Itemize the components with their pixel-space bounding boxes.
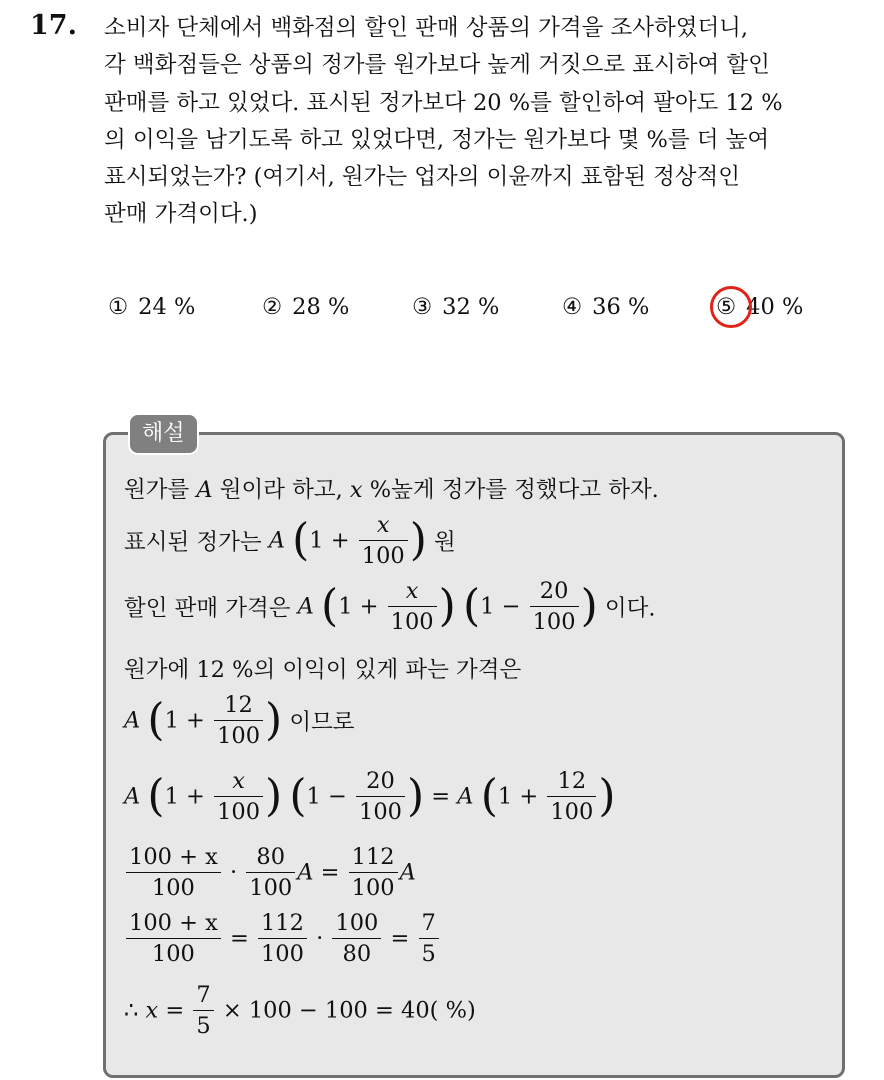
choice-mark: ④ bbox=[562, 294, 583, 320]
choice-mark: ③ bbox=[412, 294, 433, 320]
solution-line-7: $\frac{100 + x}{100}$ · $\frac{80}{100}$ A = $\frac{112}{100}$ A bbox=[124, 842, 416, 903]
choice-1[interactable] bbox=[108, 294, 195, 320]
question-line: 판매 가격이다.) bbox=[104, 201, 258, 228]
choice-4[interactable] bbox=[562, 294, 649, 320]
solution-line-1: 원가를 A 원이라 하고, x %높게 정가를 정했다고 하자. bbox=[124, 477, 659, 503]
selected-answer-circle-icon bbox=[710, 286, 752, 328]
choice-2[interactable] bbox=[262, 294, 349, 320]
choice-5[interactable] bbox=[716, 294, 803, 320]
choice-text: 32 % bbox=[442, 294, 500, 320]
solution-line-9: ∴ x = $\frac{7}{5}$ × 100 − 100 = 40( %) bbox=[124, 982, 476, 1039]
choice-text: 36 % bbox=[592, 294, 650, 320]
solution-line-6: A (1 + $\frac{x}{100}$ ) (1 − $\frac{20}{100}$ ) = A (1 + $\frac{12}{100}$ ) bbox=[124, 768, 616, 825]
choice-mark: ⑤ bbox=[716, 294, 737, 320]
question-number: 17. bbox=[30, 10, 77, 41]
question-line: 의 이익을 남기도록 하고 있었다면, 정가는 원가보다 몇 %를 더 높여 bbox=[104, 126, 770, 153]
solution-line-4: 원가에 12 %의 이익이 있게 파는 가격은 bbox=[124, 657, 522, 683]
solution-line-5: A (1 + $\frac{12}{100}$ ) 이므로 bbox=[124, 692, 355, 749]
question-line: 각 백화점들은 상품의 정가를 원가보다 높게 거짓으로 표시하여 할인 bbox=[104, 52, 770, 79]
answer-choices bbox=[104, 294, 864, 334]
choice-3[interactable] bbox=[412, 294, 499, 320]
choice-text: 28 % bbox=[292, 294, 350, 320]
question-text bbox=[104, 10, 864, 234]
solution-line-2: 표시된 정가는 A (1 + $\frac{x}{100}$ ) 원 bbox=[124, 512, 456, 569]
question-line: 표시되었는가? (여기서, 원가는 업자의 이윤까지 표함된 정상적인 bbox=[104, 164, 741, 191]
solution-line-8: $\frac{100 + x}{100}$ = $\frac{112}{100}$ · $\frac{100}{80}$ = $\frac{7}{5}$ bbox=[124, 908, 441, 969]
question-line: 판매를 하고 있었다. 표시된 정가보다 20 %를 할인하여 팔아도 12 % bbox=[104, 89, 783, 116]
solution-tag: 해설 bbox=[128, 413, 199, 455]
choice-mark: ② bbox=[262, 294, 283, 320]
choice-mark: ① bbox=[108, 294, 129, 320]
choice-text: 24 % bbox=[138, 294, 196, 320]
solution-line-3: 할인 판매 가격은 A (1 + $\frac{x}{100}$ ) (1 − $\frac{20}{100}$ ) 이다. bbox=[124, 578, 656, 635]
question-line: 소비자 단체에서 백화점의 할인 판매 상품의 가격을 조사하였더니, bbox=[104, 15, 749, 41]
choice-text: 40 % bbox=[746, 294, 804, 320]
